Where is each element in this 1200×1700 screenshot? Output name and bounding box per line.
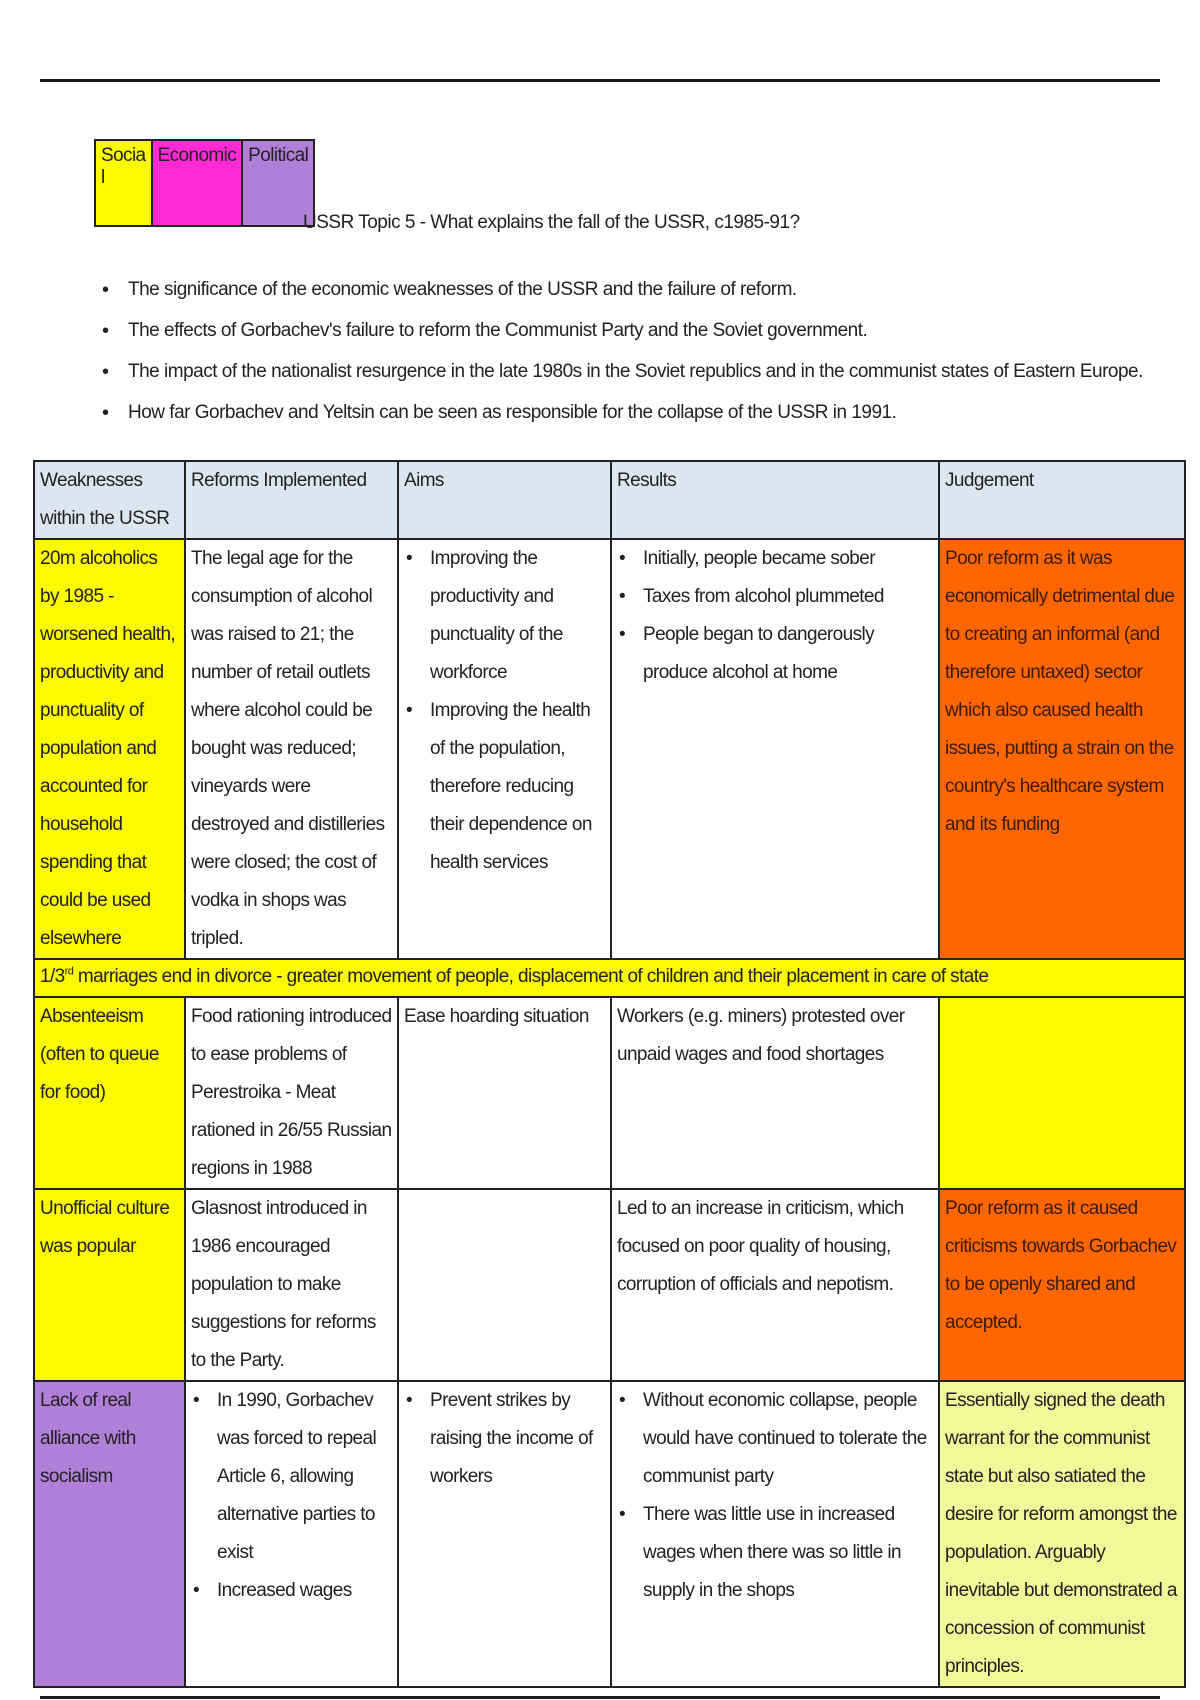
list-item: • Taxes from alcohol plummeted (617, 578, 933, 616)
results-cell (611, 1381, 939, 1687)
list-item: • Improving the health of the population, therefore reducing their dependence on health services (404, 692, 605, 882)
divorce-text: marriages end in divorce - greater movement of people, displacement of children and their placement in care of state (73, 966, 989, 987)
topic-bullets (98, 273, 1143, 437)
table-row (34, 997, 1185, 1189)
judgement-cell (939, 997, 1185, 1189)
divorce-row (34, 959, 1185, 997)
list-item: • People began to dangerously produce alcohol at home (617, 616, 933, 692)
list-item: • In 1990, Gorbachev was forced to repeal Article 6, allowing alternative parties to exist (191, 1382, 392, 1572)
reform-cell: Food rationing introduced to ease problems of Perestroika - Meat rationed in 26/55 Russian regions in 1988 (185, 997, 398, 1189)
results-cell (611, 539, 939, 959)
judgement-cell: Poor reform as it caused criticisms towards Gorbachev to be openly shared and accepted. (939, 1189, 1185, 1381)
key-economic: Economic (152, 140, 243, 226)
list-item: • There was little use in increased wages when there was so little in supply in the shops (617, 1496, 933, 1610)
key-social: Socia l (95, 140, 152, 226)
header-reforms: Reforms Implemented (185, 461, 398, 539)
list-item: • Increased wages (191, 1572, 392, 1610)
weakness-cell: Unofficial culture was popular (34, 1189, 185, 1381)
list-item: • The effects of Gorbachev's failure to reform the Communist Party and the Soviet government. (98, 314, 1143, 355)
list-item: • Prevent strikes by raising the income of workers (404, 1382, 605, 1496)
table-row (34, 1381, 1185, 1687)
bottom-rule (40, 1696, 1160, 1699)
header-results: Results (611, 461, 939, 539)
header-weaknesses: Weaknesses within the USSR (34, 461, 185, 539)
header-judgement: Judgement (939, 461, 1185, 539)
divorce-sup: rd (64, 965, 74, 978)
reform-table (33, 460, 1186, 1688)
category-key (94, 139, 315, 227)
results-cell: Workers (e.g. miners) protested over unpaid wages and food shortages (611, 997, 939, 1189)
aims-cell: Ease hoarding situation (398, 997, 611, 1189)
page-title: USSR Topic 5 - What explains the fall of the USSR, c1985-91? (303, 212, 800, 233)
list-item: • Without economic collapse, people would have continued to tolerate the communist party (617, 1382, 933, 1496)
judgement-cell: Poor reform as it was economically detrimental due to creating an informal (and therefore untaxed) sector which also caused health issues, putting a strain on the country's healthcare system and its funding (939, 539, 1185, 959)
reform-cell: Glasnost introduced in 1986 encouraged population to make suggestions for reforms to the Party. (185, 1189, 398, 1381)
results-cell: Led to an increase in criticism, which focused on poor quality of housing, corruption of officials and nepotism. (611, 1189, 939, 1381)
aims-cell (398, 1381, 611, 1687)
list-item: • The significance of the economic weaknesses of the USSR and the failure of reform. (98, 273, 1143, 314)
list-item: • How far Gorbachev and Yeltsin can be seen as responsible for the collapse of the USSR in 1991. (98, 396, 1143, 437)
weakness-cell: Absenteeism (often to queue for food) (34, 997, 185, 1189)
top-rule (40, 79, 1160, 82)
weakness-cell: 20m alcoholics by 1985 - worsened health, productivity and punctuality of population and accounted for household spending that could be used elsewhere (34, 539, 185, 959)
reform-cell (185, 1381, 398, 1687)
table-row (34, 959, 1185, 997)
list-item: • Improving the productivity and punctuality of the workforce (404, 540, 605, 692)
list-item: • The impact of the nationalist resurgence in the late 1980s in the Soviet republics and in the communist states of Eastern Europe. (98, 355, 1143, 396)
judgement-cell: Essentially signed the death warrant for the communist state but also satiated the desire for reform amongst the population. Arguably inevitable but demonstrated a concession of communist principles. (939, 1381, 1185, 1687)
table-header-row (34, 461, 1185, 539)
list-item: • Initially, people became sober (617, 540, 933, 578)
header-aims: Aims (398, 461, 611, 539)
table-row (34, 539, 1185, 959)
aims-cell (398, 1189, 611, 1381)
key-political: Political (242, 140, 314, 226)
reform-cell: The legal age for the consumption of alcohol was raised to 21; the number of retail outlets where alcohol could be bought was reduced; vineyards were destroyed and distilleries were closed; the cost of vodka in shops was tripled. (185, 539, 398, 959)
divorce-prefix: 1/3 (40, 966, 65, 987)
table-row (34, 1189, 1185, 1381)
weakness-cell: Lack of real alliance with socialism (34, 1381, 185, 1687)
aims-cell (398, 539, 611, 959)
